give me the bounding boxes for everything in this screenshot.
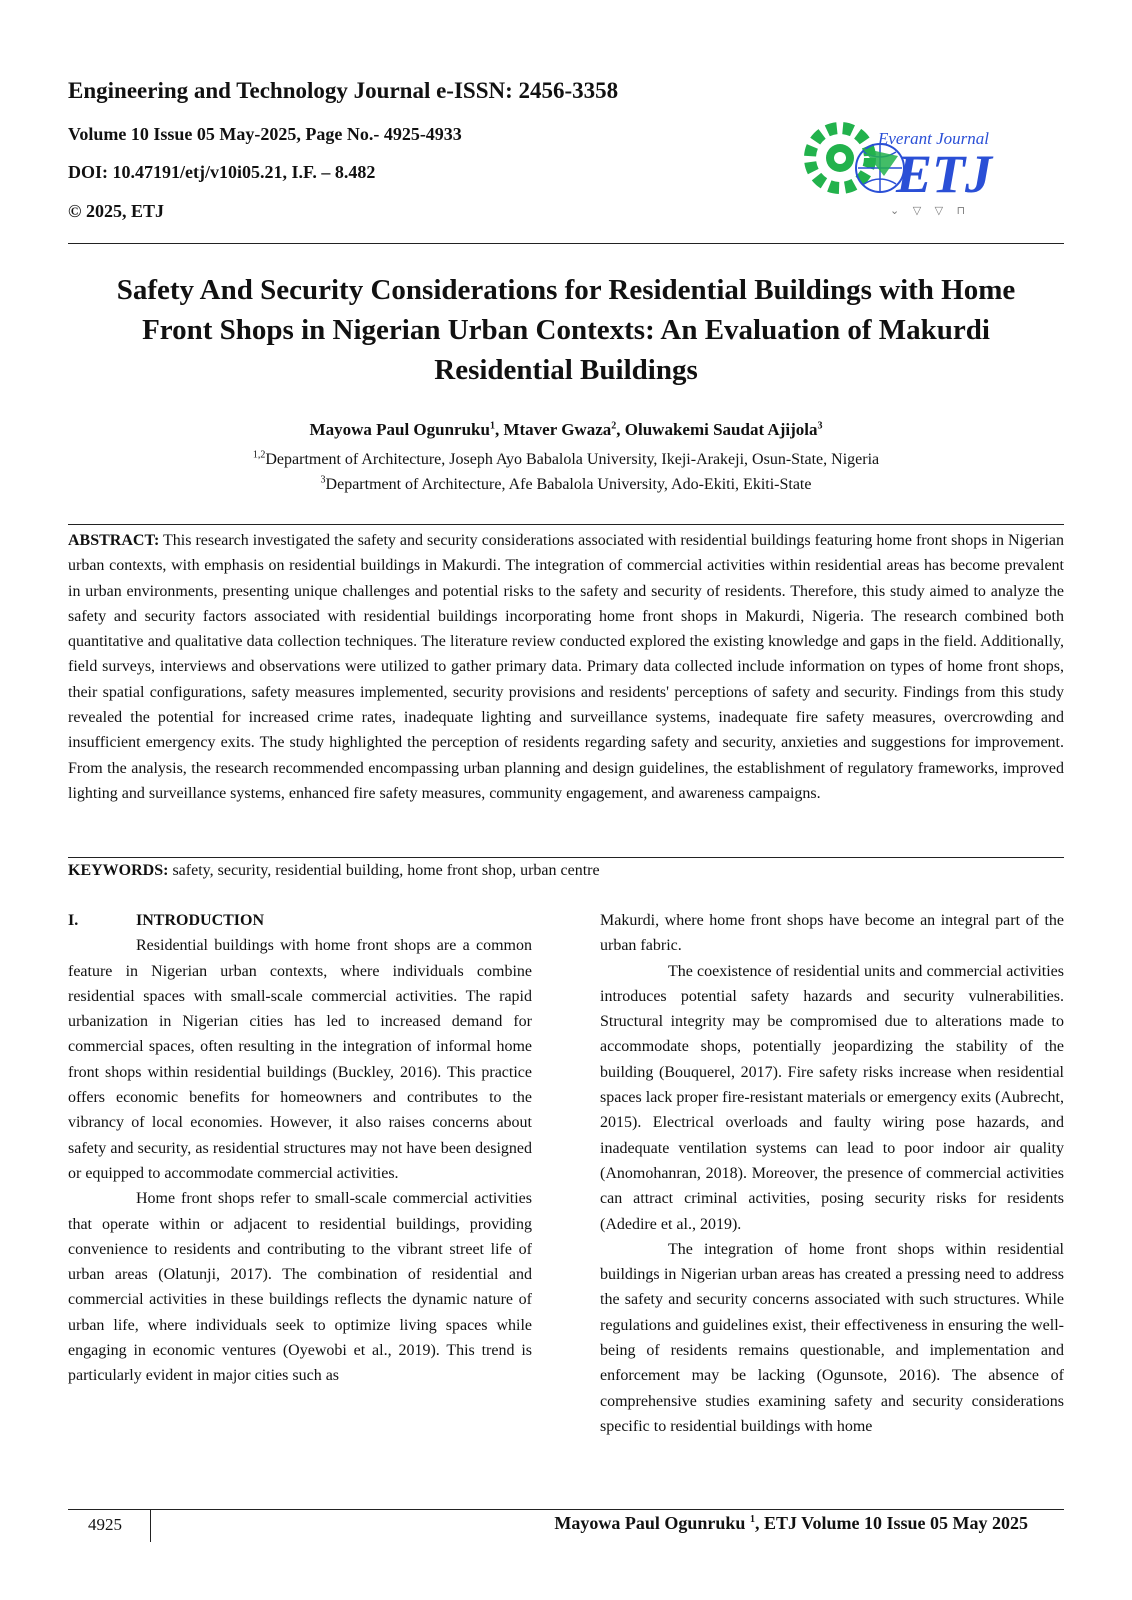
author-affiliation-mark: 2 — [611, 420, 617, 432]
paragraph: The integration of home front shops within residential buildings in Nigerian urban areas has created a pressing need to address the safety and security concerns associated with such structures. While regulations and guidelines exist, their effectiveness in ensuring the well-being of residents remains questionable, and implementation and enforcement may be lacking (Ogunsote, 2016). The absence of comprehensive studies examining safety and security considerations specific to residential buildings with home — [600, 1240, 1064, 1435]
footer-separator — [150, 1510, 151, 1542]
author-name: Mayowa Paul Ogunruku — [309, 420, 490, 439]
gear-icon — [810, 128, 870, 188]
keywords-text: safety, security, residential building, home front shop, urban centre — [172, 862, 600, 879]
author-affiliation-mark: 1 — [489, 420, 495, 432]
keywords — [68, 860, 1064, 882]
abstract — [68, 528, 1064, 806]
journal-name: Engineering and Technology Journal e-ISSN: 2456-3358 — [68, 78, 619, 103]
page-number: 4925 — [88, 1515, 122, 1534]
etj-logo — [800, 108, 1020, 220]
author-name: Oluwakemi Saudat Ajijola — [624, 420, 818, 439]
paper-title: Safety And Security Considerations for Residential Buildings with Home Front Shops in Nigerian Urban Contexts: An Evaluation of Makurdi Residential Buildings — [116, 274, 1016, 386]
paragraph: The coexistence of residential units and commercial activities introduces potential safety hazards and security vulnerabilities. Structural integrity may be compromised due to alterations made to accommodate shops, potentially jeopardizing the stability of the building (Bouquerel, 2017). Fire safety risks increase when residential spaces lack proper fire-resistant materials or emergency exits (Aubrecht, 2015). Electrical overloads and faulty wiring pose hazards, and inadequate ventilation systems can lead to poor indoor air quality (Anomohanran, 2018). Moreover, the presence of commercial activities can attract criminal activities, posing security risks for residents (Adedire et al., 2019). — [600, 962, 1064, 1233]
svg-text:ETJ: ETJ — [896, 144, 993, 204]
footer-citation: Mayowa Paul Ogunruku $^1$, ETJ Volume 10 Issue 05 May 2025 — [554, 1513, 1028, 1533]
author-list: Mayowa Paul Ogunruku$^1$, Mtaver Gwaza$^2$, Oluwakemi Saudat Ajijola$^3$ — [309, 420, 823, 439]
section-number: I. — [68, 912, 79, 929]
footer-divider — [68, 1509, 1064, 1510]
author-affiliation-mark: 3 — [817, 420, 823, 432]
affiliation: $^{1,2}$Department of Architecture, Joseph Ayo Babalola University, Ikeji-Arakeji, Osun-State, Nigeria — [252, 449, 880, 468]
abstract-divider-top — [68, 524, 1064, 525]
svg-text:⌄ ▽ ▽ ⊓: ⌄ ▽ ▽ ⊓ — [890, 204, 971, 217]
paragraph: Makurdi, where home front shops have become an integral part of the urban fabric. — [600, 912, 1064, 955]
abstract-divider-bottom — [68, 857, 1064, 858]
header-divider — [68, 243, 1064, 244]
keywords-label: KEYWORDS: — [68, 862, 169, 879]
section-heading — [68, 908, 532, 933]
section-title: INTRODUCTION — [136, 912, 265, 929]
affiliation: $^3$Department of Architecture, Afe Babalola University, Ado-Ekiti, Ekiti-State — [320, 474, 812, 493]
paragraph: Residential buildings with home front shops are a common feature in Nigerian urban contexts, where individuals combine residential spaces with small-scale commercial activities. The rapid urbanization in Nigerian cities has led to increased demand for commercial spaces, often resulting in the integration of informal home front shops within residential buildings (Buckley, 2016). This practice offers economic benefits for homeowners and contributes to the vibrancy of local economies. However, it also raises concerns about safety and security, as residential structures may not have been designed or equipped to accommodate commercial activities. — [68, 937, 532, 1182]
abstract-label: ABSTRACT: — [68, 532, 160, 549]
journal-volume: Volume 10 Issue 05 May-2025, Page No.- 4925-4933 — [68, 124, 462, 144]
body-column-right — [600, 908, 1064, 1439]
author-name: Mtaver Gwaza — [503, 420, 612, 439]
abstract-text: This research investigated the safety and security considerations associated with residential buildings featuring home front shops in Nigerian urban contexts, with emphasis on residential buildings in Makurdi. The integration of commercial activities within residential areas has become prevalent in urban environments, presenting unique challenges and potential risks to the safety and security of residents. Therefore, this study aimed to analyze the safety and security factors associated with residential buildings incorporating home front shops in Makurdi, Nigeria. The research combined both quantitative and qualitative data collection techniques. The literature review conducted explored the existing knowledge and gaps in the field. Additionally, field surveys, interviews and observations were utilized to gather primary data. Primary data collected include information on types of home front shops, their spatial configurations, safety measures implemented, security provisions and residents' perceptions of safety and security. Findings from this study revealed the potential for increased crime rates, inadequate lighting and surveillance systems, inadequate fire safety measures, overcrowding and insufficient emergency exits. The study highlighted the perception of residents regarding safety and security, anxieties and suggestions for improvement. From the analysis, the research recommended encompassing urban planning and design guidelines, the establishment of regulatory frameworks, improved lighting and surveillance systems, enhanced fire safety measures, community engagement, and awareness campaigns. — [68, 532, 1064, 802]
journal-doi: DOI: 10.47191/etj/v10i05.21, I.F. – 8.482 — [68, 162, 376, 182]
svg-text:Everant Journal: Everant Journal — [878, 129, 989, 148]
journal-copyright: © 2025, ETJ — [68, 201, 164, 221]
body-column-left — [68, 908, 532, 1389]
paragraph: Home front shops refer to small-scale commercial activities that operate within or adjacent to residential buildings, providing convenience to residents and contributing to the vibrant street life of urban areas (Olatunji, 2017). The combination of residential and commercial activities in these buildings reflects the dynamic nature of urban life, where individuals seek to optimize living spaces while engaging in economic ventures (Oyewobi et al., 2019). This trend is particularly evident in major cities such as — [68, 1190, 532, 1385]
